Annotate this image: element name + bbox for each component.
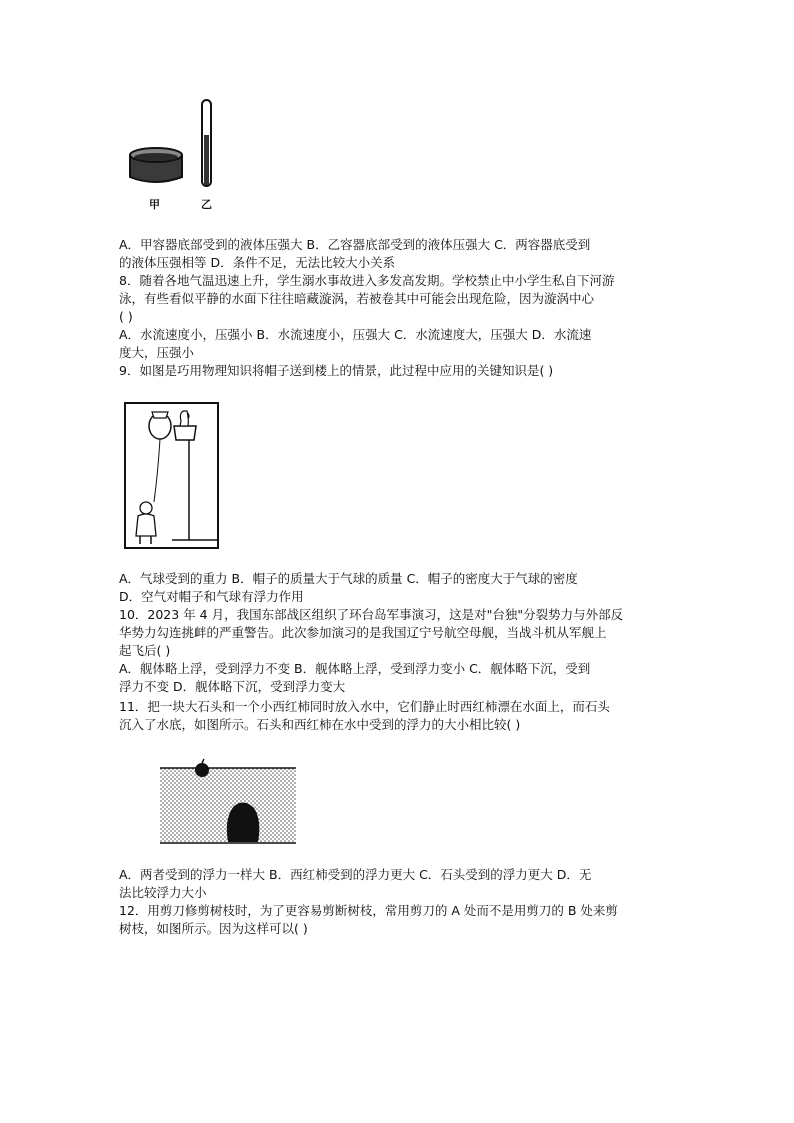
- figure-label-yi: 乙: [201, 198, 212, 211]
- text-line: ( ): [119, 309, 133, 324]
- text-line: 华势力勾连挑衅的严重警告。此次参加演习的是我国辽宁号航空母舰，当战斗机从军舰上: [119, 625, 607, 640]
- text-line: 泳，有些看似平静的水面下往往暗藏漩涡，若被卷其中可能会出现危险，因为漩涡中心: [119, 291, 595, 306]
- text-line: A．甲容器底部受到的液体压强大 B．乙容器底部受到的液体压强大 C．两容器底受到: [119, 237, 591, 252]
- question-9-options: [119, 570, 679, 606]
- text-line: 浮力不变 D．舰体略下沉，受到浮力变大: [119, 679, 346, 694]
- question-11-options: [119, 866, 679, 902]
- question-7-options: [119, 236, 679, 272]
- text-line: D．空气对帽子和气球有浮力作用: [119, 589, 304, 604]
- text-line: 树枝，如图所示。因为这样可以( ): [119, 921, 308, 936]
- text-line: 9．如图是巧用物理知识将帽子送到楼上的情景，此过程中应用的关键知识是( ): [119, 363, 554, 378]
- text-line: A．两者受到的浮力一样大 B．西红柿受到的浮力更大 C．石头受到的浮力更大 D．无: [119, 867, 592, 882]
- figure-containers: [125, 95, 225, 215]
- text-line: A．气球受到的重力 B．帽子的质量大于气球的质量 C．帽子的密度大于气球的密度: [119, 571, 578, 586]
- text-line: 沉入了水底，如图所示。石头和西红柿在水中受到的浮力的大小相比较( ): [119, 717, 521, 732]
- text-line: 11．把一块大石头和一个小西红柿同时放入水中，它们静止时西红柿漂在水面上，而石头: [119, 699, 610, 714]
- figure-balloon-hat: [124, 402, 220, 550]
- text-line: 10．2023 年 4 月，我国东部战区组织了环台岛军事演习，这是对"台独"分裂势力与外部反: [119, 607, 624, 622]
- question-9-stem: [119, 362, 679, 380]
- figure-label-jia: 甲: [149, 198, 160, 211]
- question-8: [119, 272, 679, 362]
- question-12: [119, 902, 679, 938]
- text-line: 8．随着各地气温迅速上升，学生溺水事故进入多发高发期。学校禁止中小学生私自下河游: [119, 273, 615, 288]
- text-line: 度大，压强小: [119, 345, 195, 360]
- question-11-stem: [119, 698, 679, 734]
- figure-water-tomato-stone: [158, 758, 298, 846]
- text-line: A．舰体略上浮，受到浮力不变 B．舰体略上浮，受到浮力变小 C．舰体略下沉，受到: [119, 661, 591, 676]
- text-line: 起飞后( ): [119, 643, 171, 658]
- text-line: 法比较浮力大小: [119, 885, 207, 900]
- text-line: A．水流速度小，压强小 B．水流速度小，压强大 C．水流速度大，压强大 D．水流速: [119, 327, 592, 342]
- text-line: 的液体压强相等 D．条件不足，无法比较大小关系: [119, 255, 396, 270]
- text-line: 12．用剪刀修剪树枝时，为了更容易剪断树枝，常用剪刀的 A 处而不是用剪刀的 B 处来剪: [119, 903, 618, 918]
- question-10: [119, 606, 679, 696]
